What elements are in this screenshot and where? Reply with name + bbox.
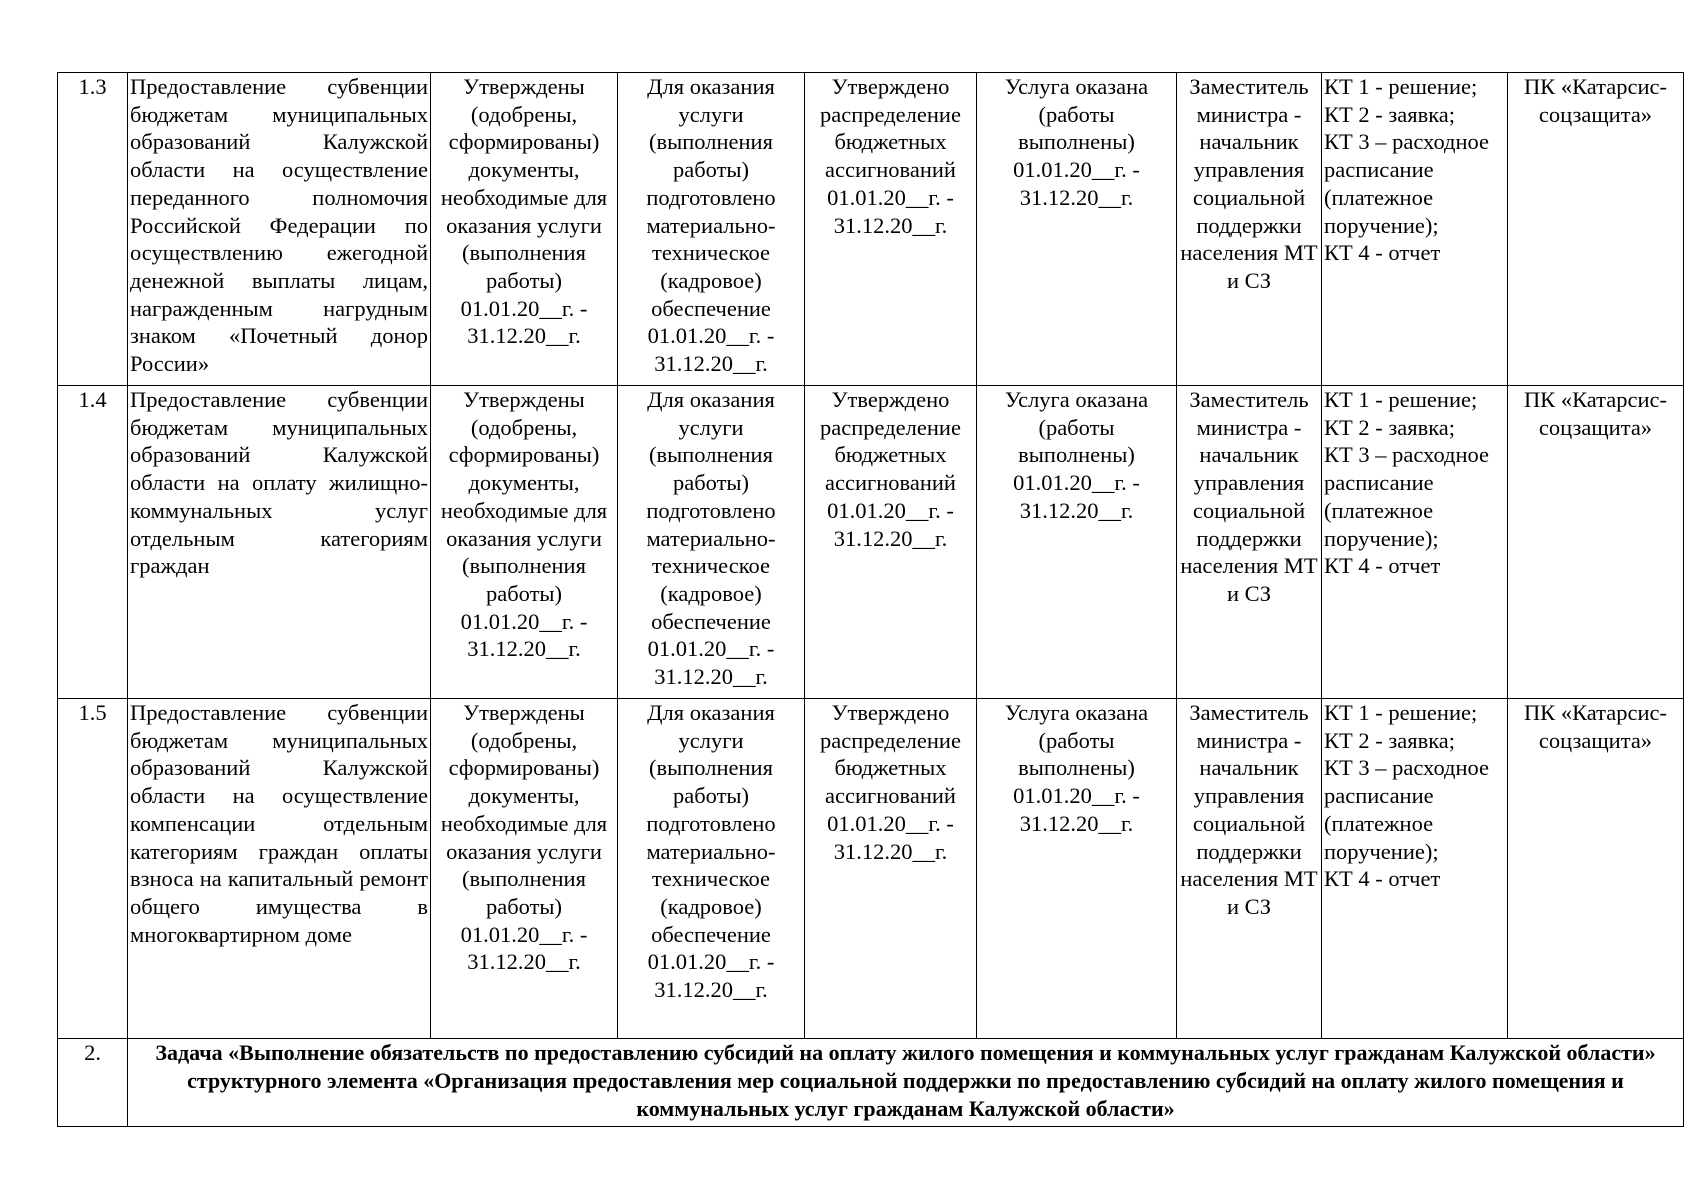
responsible-person: Заместитель министра - начальник управления социальной поддержки населения МТ и СЗ [1177,699,1322,1039]
provision-milestone: Для оказания услуги (выполнения работы) подготовлено материально-техническое (кадровое) обеспечение 01.01.20__г. - 31.12.20__г. [618,73,805,386]
measure-description: Предоставление субвенции бюджетам муниципальных образований Калужской области на осуществление переданного полномочия Российской Федерации по осуществлению ежегодной денежной выплаты лицам, награжденным нагрудным знаком «Почетный донор России» [128,73,431,386]
task-heading: Задача «Выполнение обязательств по предоставлению субсидий на оплату жилого помещения и коммунальных услуг гражданам Калужской области» структурного элемента «Организация предоставления мер социальной поддержки по предоставлению субсидий на оплату жилого помещения и коммунальных услуг гражданам Калужской области» [128,1039,1684,1127]
documents-milestone: Утверждены (одобрены, сформированы) документы, необходимые для оказания услуги (выполнения работы) 01.01.20__г. - 31.12.20__г. [431,73,618,386]
result-milestone: Услуга оказана (работы выполнены) 01.01.20__г. - 31.12.20__г. [977,73,1177,386]
allocation-milestone: Утверждено распределение бюджетных ассигнований 01.01.20__г. - 31.12.20__г. [805,386,977,699]
documents-milestone: Утверждены (одобрены, сформированы) документы, необходимые для оказания услуги (выполнения работы) 01.01.20__г. - 31.12.20__г. [431,699,618,1039]
table-row [58,699,1684,1039]
responsible-person: Заместитель министра - начальник управления социальной поддержки населения МТ и СЗ [1177,73,1322,386]
information-system: ПК «Катарсис-соцзащита» [1508,386,1684,699]
checkpoint-item: КТ 4 - отчет [1324,866,1441,892]
checkpoints [1322,699,1508,1039]
result-milestone: Услуга оказана (работы выполнены) 01.01.20__г. - 31.12.20__г. [977,699,1177,1039]
provision-milestone: Для оказания услуги (выполнения работы) подготовлено материально-техническое (кадровое) обеспечение 01.01.20__г. - 31.12.20__г. [618,699,805,1039]
allocation-milestone: Утверждено распределение бюджетных ассигнований 01.01.20__г. - 31.12.20__г. [805,73,977,386]
checkpoint-item: КТ 4 - отчет [1324,553,1441,579]
checkpoint-item: КТ 2 - заявка; [1324,414,1456,440]
checkpoints [1322,73,1508,386]
checkpoint-item: КТ 3 – расходное расписание (платежное поручение); [1324,755,1490,864]
provision-milestone: Для оказания услуги (выполнения работы) подготовлено материально-техническое (кадровое) обеспечение 01.01.20__г. - 31.12.20__г. [618,386,805,699]
row-number: 1.3 [58,73,128,386]
table-row [58,73,1684,386]
measure-description: Предоставление субвенции бюджетам муниципальных образований Калужской области на оплату жилищно-коммунальных услуг отдельным категориям граждан [128,386,431,699]
information-system: ПК «Катарсис-соцзащита» [1508,699,1684,1039]
allocation-milestone: Утверждено распределение бюджетных ассигнований 01.01.20__г. - 31.12.20__г. [805,699,977,1039]
checkpoint-item: КТ 4 - отчет [1324,240,1441,266]
measure-description: Предоставление субвенции бюджетам муниципальных образований Калужской области на осуществление компенсации отдельным категориям граждан оплаты взноса на капитальный ремонт общего имущества в многоквартирном доме [128,699,431,1039]
measures-table [57,72,1684,1127]
checkpoint-item: КТ 3 – расходное расписание (платежное поручение); [1324,442,1490,551]
checkpoints [1322,386,1508,699]
row-number: 1.5 [58,699,128,1039]
checkpoint-item: КТ 2 - заявка; [1324,101,1456,127]
row-number: 1.4 [58,386,128,699]
information-system: ПК «Катарсис-соцзащита» [1508,73,1684,386]
documents-milestone: Утверждены (одобрены, сформированы) документы, необходимые для оказания услуги (выполнения работы) 01.01.20__г. - 31.12.20__г. [431,386,618,699]
table-row [58,386,1684,699]
checkpoint-item: КТ 1 - решение; [1324,700,1478,725]
checkpoint-item: КТ 3 – расходное расписание (платежное поручение); [1324,129,1490,238]
task-row [58,1039,1684,1127]
responsible-person: Заместитель министра - начальник управления социальной поддержки населения МТ и СЗ [1177,386,1322,699]
checkpoint-item: КТ 1 - решение; [1324,387,1478,412]
task-number: 2. [58,1039,128,1127]
checkpoint-item: КТ 1 - решение; [1324,74,1478,99]
checkpoint-item: КТ 2 - заявка; [1324,727,1456,753]
result-milestone: Услуга оказана (работы выполнены) 01.01.20__г. - 31.12.20__г. [977,386,1177,699]
